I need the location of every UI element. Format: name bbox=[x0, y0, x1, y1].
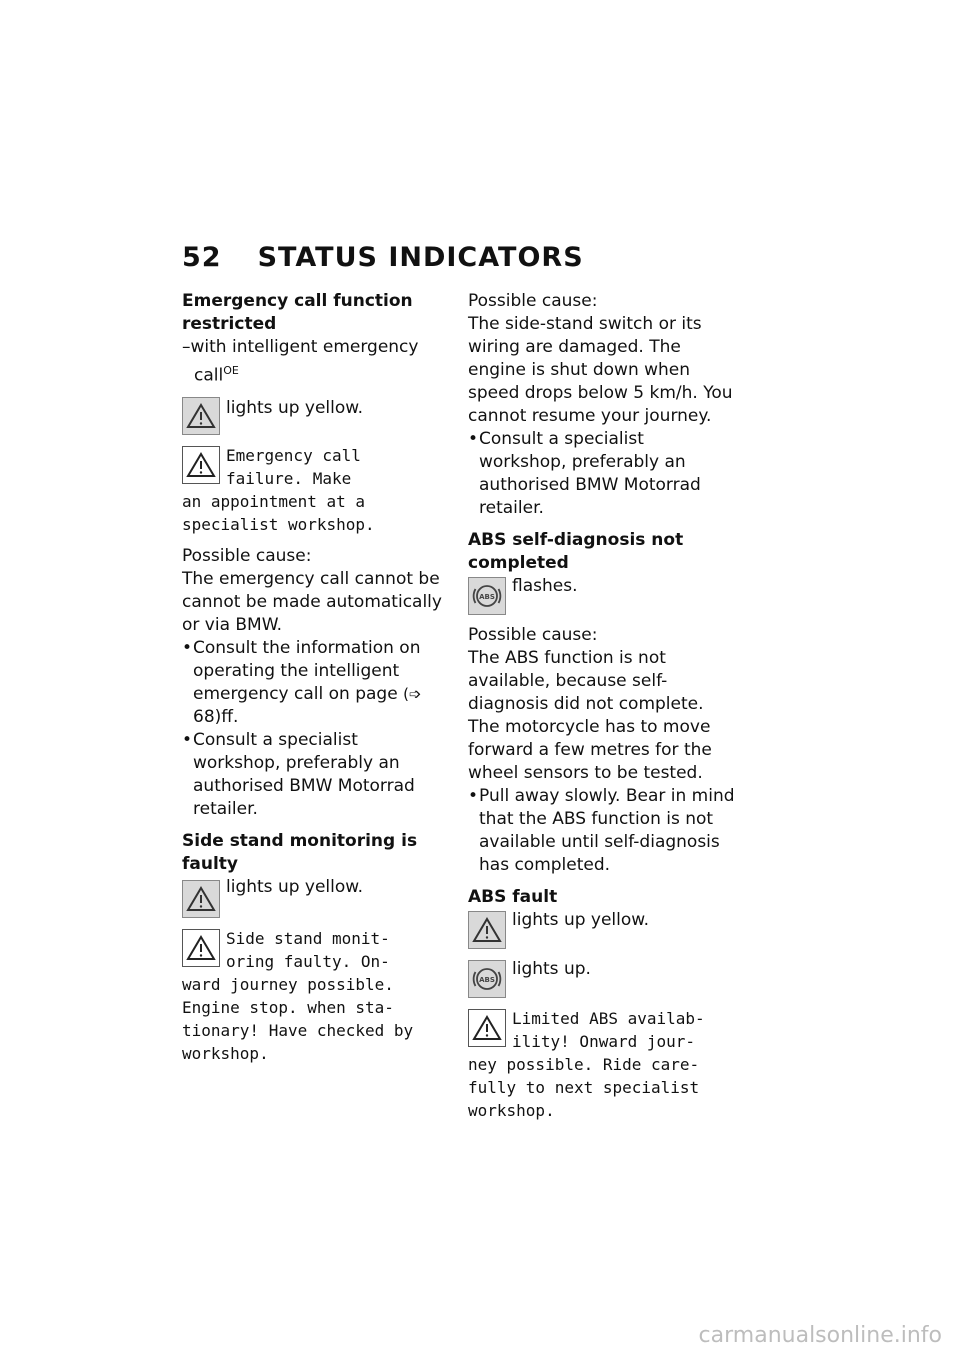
section-title-abs-fault: ABS fault bbox=[468, 887, 558, 907]
warning-triangle-outline-icon bbox=[182, 929, 220, 967]
warning-triangle-outline-icon bbox=[468, 1009, 506, 1047]
left-column: Emergency call function restricted –with intelligent emergency call$^{OE}$ lights up yellow. Emergency call failure. Make an appointment at a specialist workshop. Possible cause: The emergency call cannot be cannot be made automatically or via BMW. • Consult the information on operating the intelligent emergency call on page (➩ 68)ff. • Consult a specialist workshop, preferably an authorised BMW Motorrad retailer. Side stand monitoring is faulty lights up yellow. Side stand monit- oring faulty. On- ward journey possible. Engine stop. when sta- tionary! Have checked by workshop. bbox=[182, 290, 450, 1065]
abs-icon bbox=[468, 577, 506, 615]
right-column: Possible cause: The side-stand switch or its wiring are damaged. The engine is shut down when speed drops below 5 km/h. You cannot resume your journey. • Consult a specialist workshop, preferably an authorised BMW Motorrad retailer. ABS self-diagnosis not completed ABS flashes. Possible cause: The ABS function is not available, because self-diagnosis did not complete. The motorcycle has to move forward a few metres for the wheel sensors to be tested. • Pull away slowly. Bear in mind that the ABS function is not available until self-diagnosis has completed. ABS fault lights up yellow. ABS lights up. Limited ABS availab- ility! Onward jour- ney possible. Ride care- fully to next specialist workshop. bbox=[468, 290, 736, 1122]
page-reference: 68)ff. bbox=[193, 706, 239, 727]
indicator-status-text: lights up. bbox=[512, 959, 591, 979]
warning-triangle-icon bbox=[468, 911, 506, 949]
possible-cause-label: Possible cause: bbox=[468, 291, 598, 311]
warning-triangle-outline-icon bbox=[182, 446, 220, 484]
svg-text:ABS: ABS bbox=[479, 976, 495, 984]
indicator-row-abs-fault bbox=[468, 958, 736, 998]
indicator-status-text: lights up yellow. bbox=[512, 910, 650, 930]
indicator-row-emergency bbox=[182, 397, 450, 435]
page-header bbox=[182, 242, 584, 273]
display-message-side-stand: Side stand monit- oring faulty. On- bbox=[182, 927, 450, 973]
warning-triangle-icon bbox=[182, 397, 220, 435]
indicator-status-text: flashes. bbox=[512, 576, 578, 596]
page-title: STATUS INDICATORS bbox=[257, 242, 584, 273]
possible-cause-text: The side-stand switch or its wiring are damaged. The engine is shut down when speed drops below 5 km/h. You cannot resume your journey. bbox=[468, 314, 733, 426]
section-title-abs-self-diagnosis: ABS self-diagnosis not completed bbox=[468, 530, 684, 573]
oe-superscript: OE bbox=[223, 364, 239, 377]
list-item: • Consult a specialist workshop, preferably an authorised BMW Motorrad retailer. bbox=[468, 428, 736, 520]
list-item: • Pull away slowly. Bear in mind that the ABS function is not available until self-diagnosis has completed. bbox=[468, 785, 736, 877]
indicator-row-abs-fault-warning bbox=[468, 909, 736, 949]
section-title-emergency-call: Emergency call function restricted bbox=[182, 291, 413, 334]
watermark: carmanualsonline.info bbox=[698, 1323, 942, 1348]
page-reference-arrow-icon: (➩ bbox=[403, 684, 422, 703]
warning-triangle-icon bbox=[182, 880, 220, 918]
equipment-note: –with intelligent emergency call$^{OE}$ bbox=[182, 337, 419, 386]
section-title-side-stand: Side stand monitoring is faulty bbox=[182, 830, 418, 874]
indicator-row-abs-diagnosis bbox=[468, 575, 736, 615]
indicator-status-text: lights up yellow. bbox=[226, 876, 364, 897]
possible-cause-text: The emergency call cannot be cannot be made automatically or via BMW. bbox=[182, 568, 442, 635]
possible-cause-text: The ABS function is not available, because self-diagnosis did not complete. The motorcycle has to move forward a few metres for the wheel sensors to be tested. bbox=[468, 648, 712, 783]
abs-icon bbox=[468, 960, 506, 998]
list-item: • Consult the information on operating the intelligent emergency call on page (➩ 68)ff. bbox=[182, 637, 450, 729]
list-item: • Consult a specialist workshop, preferably an authorised BMW Motorrad retailer. bbox=[182, 729, 450, 821]
possible-cause-label: Possible cause: bbox=[468, 625, 598, 645]
svg-text:ABS: ABS bbox=[479, 593, 495, 601]
indicator-row-side-stand bbox=[182, 876, 450, 918]
display-message-emergency: Emergency call failure. Make bbox=[182, 444, 450, 490]
page-number: 52 bbox=[182, 242, 222, 273]
possible-cause-label: Possible cause: bbox=[182, 545, 312, 566]
indicator-status-text: lights up yellow. bbox=[226, 397, 364, 418]
display-message-abs: Limited ABS availab- ility! Onward jour- bbox=[468, 1007, 736, 1053]
